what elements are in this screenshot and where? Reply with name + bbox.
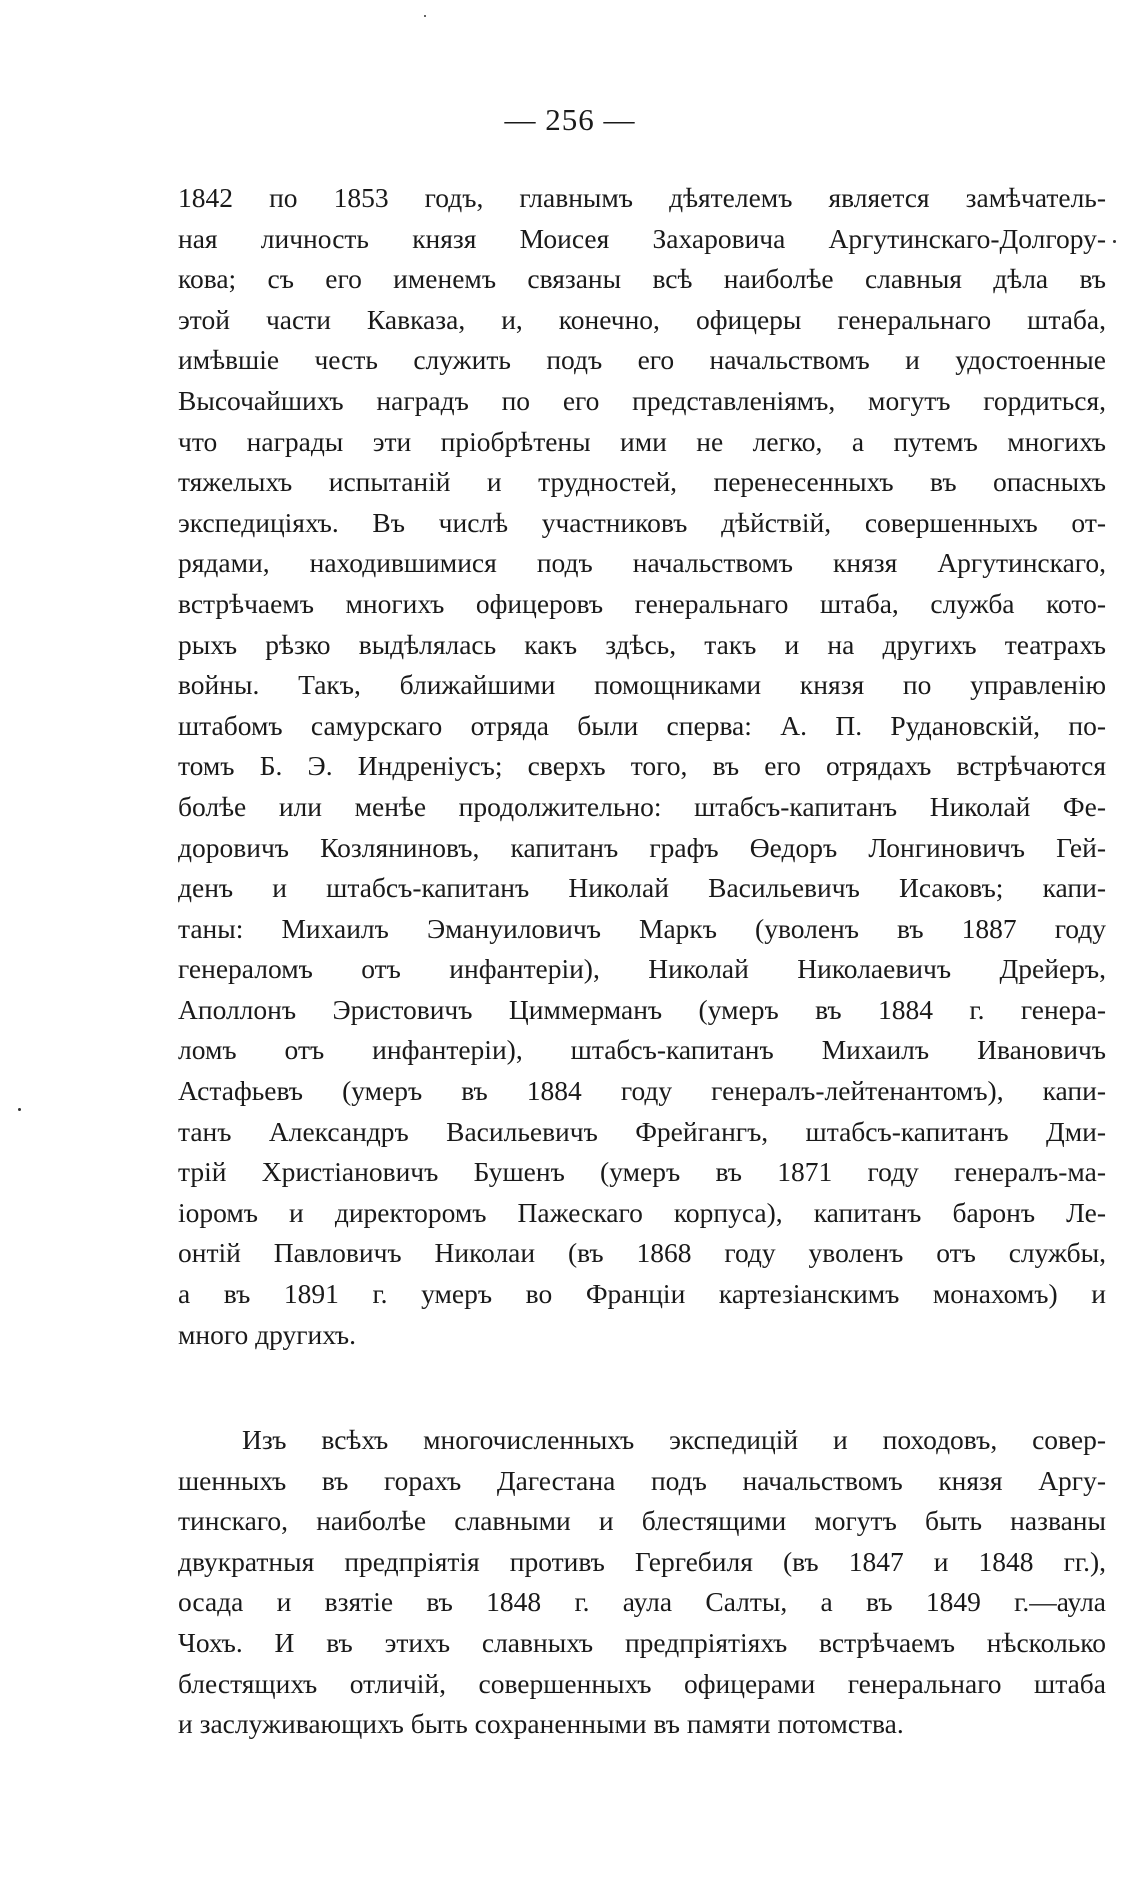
text-line: танъ Александръ Васильевичъ Фрейгангъ, штабсъ-капитанъ Дми-	[178, 1115, 1106, 1147]
text-line: рядами, находившимися подъ начальствомъ князя Аргутинскаго,	[178, 547, 1106, 579]
text-line: Астафьевъ (умеръ въ 1884 году генералъ-лейтенантомъ), капи-	[178, 1075, 1106, 1107]
text-line: Высочайшихъ наградъ по его представленіямъ, могутъ гордиться,	[178, 384, 1106, 416]
text-line: осада и взятіе въ 1848 г. аула Салты, а въ 1849 г.—аула	[178, 1586, 1106, 1618]
text-line: блестящихъ отличій, совершенныхъ офицерами генеральнаго штаба	[178, 1667, 1106, 1699]
text-line: тинскаго, наиболѣе славными и блестящими могутъ быть названы	[178, 1505, 1106, 1537]
page-number: — 256 —	[504, 102, 636, 137]
margin-speck	[1113, 240, 1116, 243]
margin-speck	[424, 15, 426, 17]
paragraph-2	[178, 1420, 1106, 1745]
text-line: встрѣчаемъ многихъ офицеровъ генеральнаго штаба, служба кото-	[178, 587, 1106, 619]
text-line: кова; съ его именемъ связаны всѣ наиболѣе славныя дѣла въ	[178, 263, 1106, 295]
text-line: штабомъ самурскаго отряда были сперва: А. П. Рудановскій, по-	[178, 709, 1106, 741]
text-line: рыхъ рѣзко выдѣлялась какъ здѣсь, такъ и на другихъ театрахъ	[178, 628, 1106, 660]
text-line: тяжелыхъ испытаній и трудностей, перенесенныхъ въ опасныхъ	[178, 466, 1106, 498]
text-line: много другихъ.	[178, 1318, 357, 1350]
text-line: Чохъ. И въ этихъ славныхъ предпріятіяхъ встрѣчаемъ нѣсколько	[178, 1626, 1106, 1658]
text-line: іоромъ и директоромъ Пажескаго корпуса), капитанъ баронъ Ле-	[178, 1196, 1106, 1228]
text-line: имѣвшіе честь служить подъ его начальствомъ и удостоенные	[178, 344, 1106, 376]
text-line: онтій Павловичъ Николаи (въ 1868 году уволенъ отъ службы,	[178, 1237, 1106, 1269]
text-line: двукратныя предпріятія противъ Гергебиля (въ 1847 и 1848 гг.),	[178, 1545, 1106, 1577]
text-line: Аполлонъ Эристовичъ Циммерманъ (умеръ въ 1884 г. генера-	[178, 993, 1106, 1025]
text-line: ломъ отъ инфантеріи), штабсъ-капитанъ Михаилъ Ивановичъ	[178, 1034, 1106, 1066]
text-line: 1842 по 1853 годъ, главнымъ дѣятелемъ является замѣчатель-	[178, 182, 1106, 213]
text-line: что награды эти пріобрѣтены ими не легко, а путемъ многихъ	[178, 425, 1106, 457]
text-line: и заслуживающихъ быть сохраненными въ памяти потомства.	[178, 1708, 904, 1740]
text-line: ная личность князя Моисея Захаровича Аргутинскаго-Долгору-	[178, 222, 1106, 254]
text-line: а въ 1891 г. умеръ во Франціи картезіанскимъ монахомъ) и	[178, 1278, 1106, 1310]
text-line: Изъ всѣхъ многочисленныхъ экспедицій и походовъ, совер-	[242, 1424, 1106, 1455]
text-line: экспедиціяхъ. Въ числѣ участниковъ дѣйствій, совершенныхъ от-	[178, 506, 1106, 538]
paragraph-1	[178, 178, 1106, 1355]
text-line: войны. Такъ, ближайшими помощниками князя по управленію	[178, 669, 1106, 701]
text-line: шенныхъ въ горахъ Дагестана подъ начальствомъ князя Аргу-	[178, 1464, 1106, 1496]
text-line: этой части Кавказа, и, конечно, офицеры генеральнаго штаба,	[178, 303, 1106, 335]
text-line: болѣе или менѣе продолжительно: штабсъ-капитанъ Николай Фе-	[178, 790, 1106, 822]
text-line: денъ и штабсъ-капитанъ Николай Васильевичъ Исаковъ; капи-	[178, 872, 1106, 904]
text-line: томъ Б. Э. Индреніусъ; сверхъ того, въ его отрядахъ встрѣчаются	[178, 750, 1106, 782]
text-line: генераломъ отъ инфантеріи), Николай Николаевичъ Дрейеръ,	[178, 953, 1106, 985]
text-line: доровичъ Козляниновъ, капитанъ графъ Өедоръ Лонгиновичъ Гей-	[178, 831, 1106, 863]
margin-speck	[18, 1108, 21, 1111]
text-line: трій Христіановичъ Бушенъ (умеръ въ 1871 году генералъ-ма-	[178, 1156, 1106, 1188]
text-line: таны: Михаилъ Эмануиловичъ Маркъ (уволенъ въ 1887 году	[178, 912, 1106, 944]
